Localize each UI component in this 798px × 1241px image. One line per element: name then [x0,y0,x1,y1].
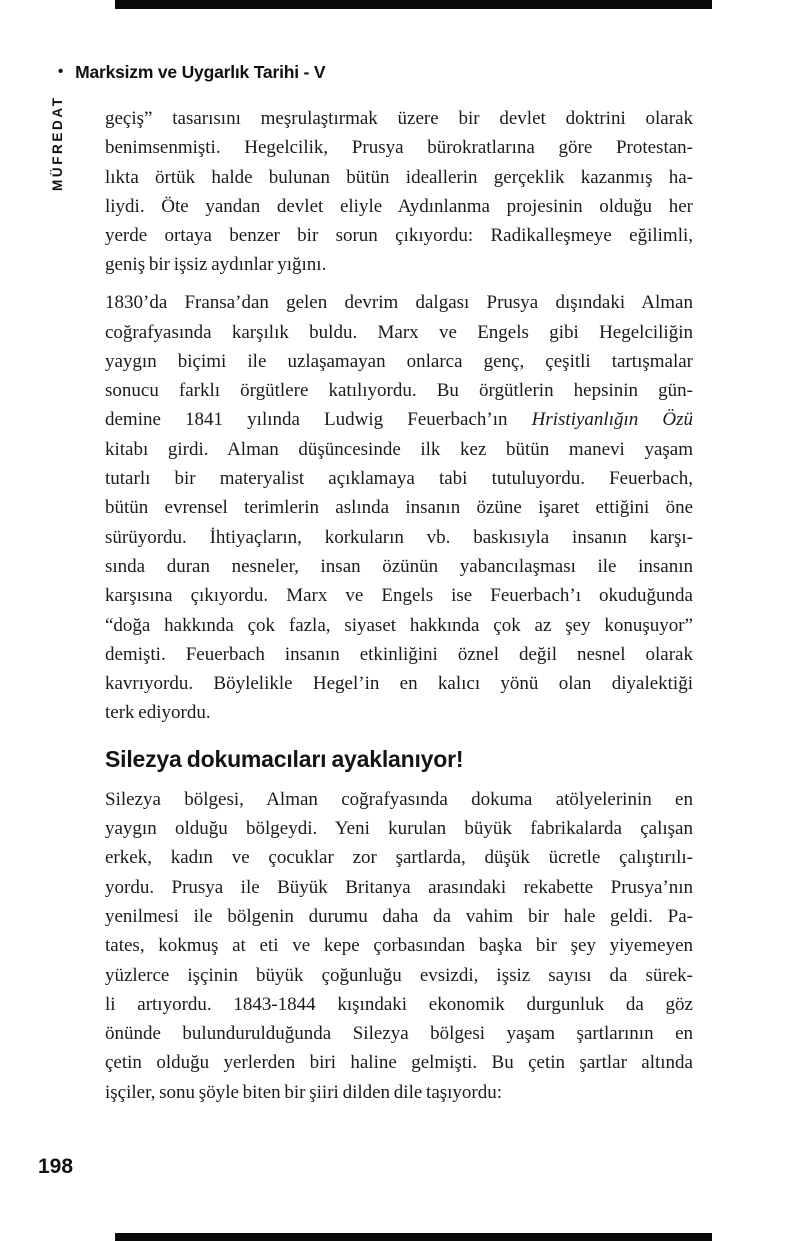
text-line: bütün evrensel terimlerin aslında insanın özüne işaret ettiğini öne [105,497,693,519]
body-text-column [105,104,693,1116]
section-heading: Silezya dokumacıları ayaklanıyor! [105,745,464,772]
text-line: yaygın biçimi ile uzlaşamayan onlarca genç, çeşitli tartışmalar [105,350,693,372]
text-line: tates, kokmuş at eti ve kepe çorbasından başka bir şey yiyemeyen [105,935,693,957]
text-segment: demine 1841 yılında Ludwig Feuerbach’ın [105,409,532,431]
text-line: li artıyordu. 1843-1844 kışındaki ekonomik durgunluk da göz [105,993,693,1015]
book-title-italic: Hristiyanlığın Özü [531,409,693,431]
text-line: liydi. Öte yandan devlet eliyle Aydınlanma projesinin olduğu her [105,195,693,217]
scan-edge-top-bar [115,0,712,9]
text-line: benimsenmişti. Hegelcilik, Prusya bürokratlarına göre Protestan- [105,137,693,159]
text-line: tutarlı bir materyalist açıklamaya tabi tutuluyordu. Feuerbach, [105,468,693,490]
text-line: terk ediyordu. [105,702,211,724]
text-line: kavrıyordu. Böylelikle Hegel’in en kalıcı yönü olan diyalektiği [105,673,693,695]
bullet-icon: • [58,63,64,80]
text-line: önünde bulundurulduğunda Silezya bölgesi yaşam şartlarının en [105,1023,693,1045]
text-line: yenilmesi ile bölgenin durumu daha da vahim bir hale geldi. Pa- [105,905,693,927]
text-line: yaygın olduğu bölgeydi. Yeni kurulan büyük fabrikalarda çalışan [105,818,693,840]
text-line: karşısına çıkıyordu. Marx ve Engels ise Feuerbach’ı okuduğunda [105,585,693,607]
text-line: geniş bir işsiz aydınlar yığını. [105,254,327,276]
text-line: sında duran nesneler, insan özünün yabancılaşması ile insanın [105,555,693,577]
paragraph-3 [105,785,693,1107]
scan-edge-bottom-bar [115,1233,712,1241]
text-line: kitabı girdi. Alman düşüncesinde ilk kez bütün manevi yaşam [105,438,693,460]
text-line: Silezya bölgesi, Alman coğrafyasında dokuma atölyelerinin en [105,788,693,810]
text-line: geçiş” tasarısını meşrulaştırmak üzere bir devlet doktrini olarak [105,108,693,129]
text-line: lıkta örtük halde bulunan bütün ideallerin gerçeklik kazanmış ha- [105,166,693,188]
text-line: çetin olduğu yerlerden biri haline gelmişti. Bu çetin şartlar altında [105,1052,693,1074]
running-header [58,62,325,83]
text-line: sürüyordu. İhtiyaçların, korkuların vb. baskısıyla insanın karşı- [105,526,693,548]
text-line: yordu. Prusya ile Büyük Britanya arasındaki rekabette Prusya’nın [105,876,693,898]
running-header-title: Marksizm ve Uygarlık Tarihi - V [75,62,326,82]
page-number: 198 [38,1155,74,1178]
paragraph-1 [105,104,693,280]
text-line: 1830’da Fransa’dan gelen devrim dalgası Prusya dışındaki Alman [105,292,693,314]
text-line: yüzlerce işçinin büyük çoğunluğu evsizdi, işsiz sayısı da sürek- [105,964,693,986]
text-line: demişti. Feuerbach insanın etkinliğini öznel değil nesnel olarak [105,643,693,665]
sidebar-vertical-label: MÜFREDAT [50,95,65,191]
text-line: “doğa hakkında çok fazla, siyaset hakkında çok az şey konuşuyor” [105,614,693,636]
text-line: yerde ortaya benzer bir sorun çıkıyordu: Radikalleşmeye eğilimli, [105,225,693,247]
text-line: sonucu farklı örgütlere katılıyordu. Bu örgütlerin hepsinin gün- [105,380,693,402]
text-line-with-book-title [105,405,693,434]
text-line: erkek, kadın ve çocuklar zor şartlarda, düşük ücretle çalıştırılı- [105,847,693,869]
text-line: işçiler, sonu şöyle biten bir şiiri dilden dile taşıyordu: [105,1081,503,1103]
paragraph-2 [105,288,693,727]
text-line: coğrafyasında karşılık buldu. Marx ve Engels gibi Hegelciliğin [105,321,693,343]
